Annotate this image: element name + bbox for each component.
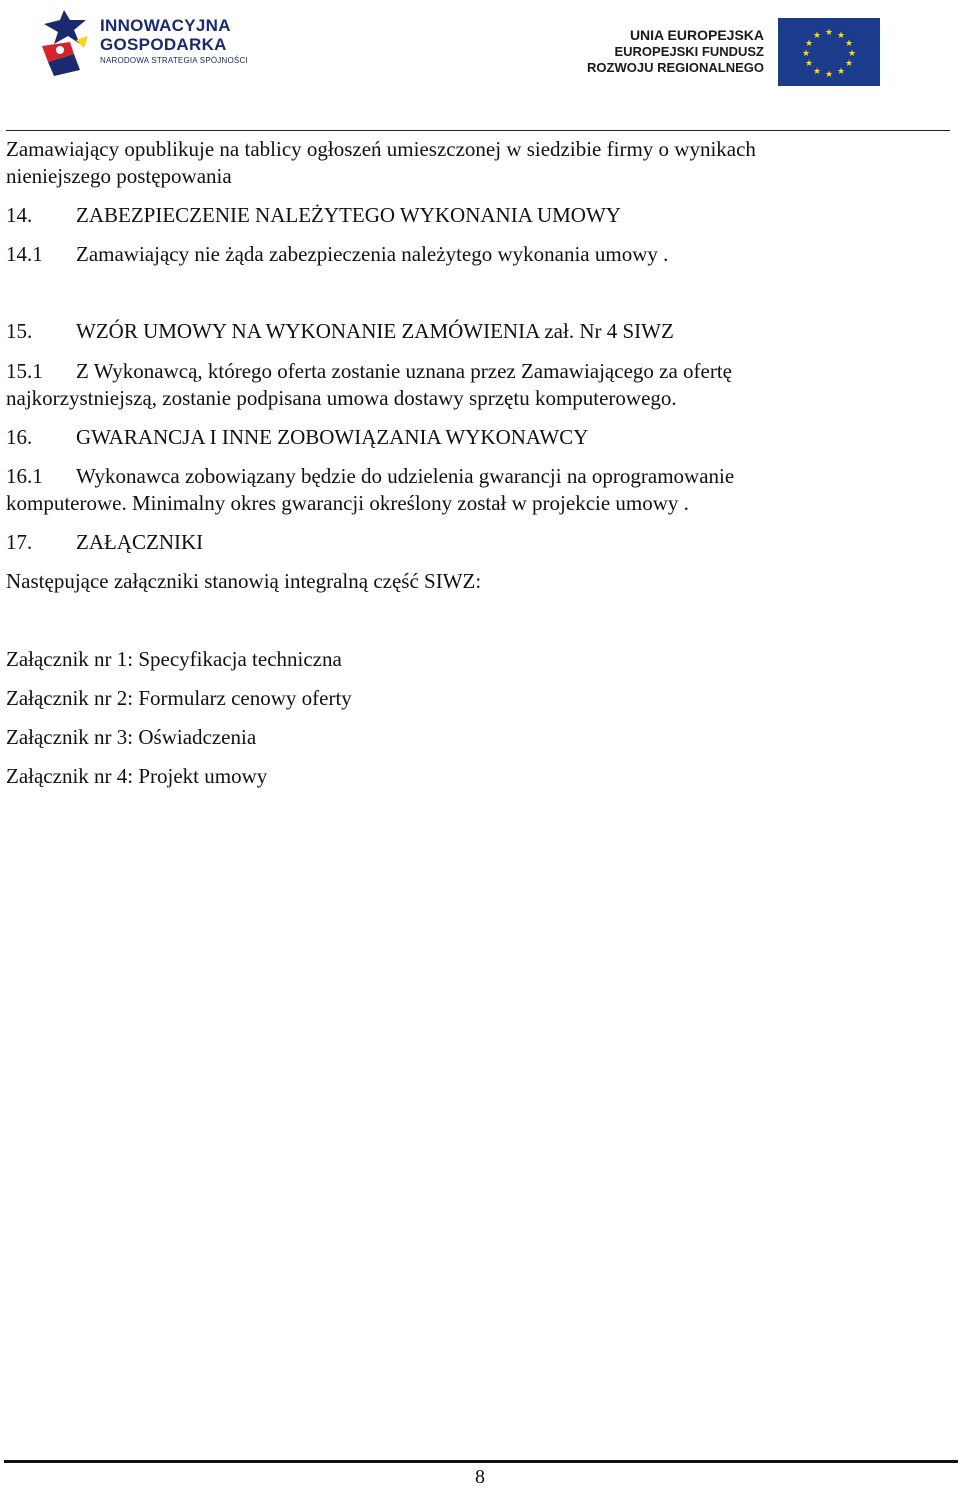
svg-text:★: ★ [847,49,857,59]
section-16-1 [6,463,734,489]
section-14-number: 14. [6,203,33,227]
attachment-item: Załącznik nr 3: Oświadczenia [6,725,257,749]
page-header [0,0,960,110]
section-15-1-text: Z Wykonawcą, którego oferta zostanie uznana przez Zamawiającego za ofertę [76,359,732,383]
svg-text:★: ★ [812,67,822,77]
eu-logo [587,18,882,88]
eu-flag-icon [778,18,880,86]
section-15-1-number: 15.1 [6,359,43,383]
footer-divider [4,1460,958,1463]
svg-text:★: ★ [844,59,854,69]
svg-text:★: ★ [804,59,814,69]
section-16-heading [6,424,588,450]
section-16-1-continuation: komputerowe. Minimalny okres gwarancji określony został w projekcie umowy . [6,491,689,515]
section-14-1 [6,241,668,267]
section-15-1-continuation: najkorzystniejszą, zostanie podpisana umowa dostawy sprzętu komputerowego. [6,386,677,410]
section-15-1 [6,358,732,384]
header-divider [6,130,950,131]
ig-logo-line2: GOSPODARKA [100,35,227,54]
section-14-1-text: Zamawiający nie żąda zabezpieczenia należytego wykonania umowy . [76,242,669,266]
eu-logo-line3: ROZWOJU REGIONALNEGO [587,60,764,75]
section-14-title: ZABEZPIECZENIE NALEŻYTEGO WYKONANIA UMOWY [76,203,621,227]
section-16-title: GWARANCJA I INNE ZOBOWIĄZANIA WYKONAWCY [76,425,589,449]
innowacyjna-gospodarka-logo [40,4,270,76]
section-16-1-number: 16.1 [6,464,43,488]
svg-text:★: ★ [812,31,822,41]
section-17-title: ZAŁĄCZNIKI [76,530,204,554]
svg-text:★: ★ [836,67,846,77]
section-17-heading [6,529,203,555]
attachment-item: Załącznik nr 1: Specyfikacja techniczna [6,647,342,671]
eu-logo-line1: UNIA EUROPEJSKA [629,27,764,43]
svg-text:★: ★ [804,39,814,49]
intro-paragraph-line2: nieniejszego postępowania [6,164,232,188]
eu-logo-line2: EUROPEJSKI FUNDUSZ [614,44,764,59]
svg-text:★: ★ [844,39,854,49]
svg-text:★: ★ [824,28,834,38]
section-14-1-number: 14.1 [6,242,43,266]
section-15-number: 15. [6,319,33,343]
section-17-number: 17. [6,530,33,554]
section-15-heading [6,318,674,344]
ig-flag-icon [40,4,98,76]
intro-paragraph-line1: Zamawiający opublikuje na tablicy ogłoszeń umieszczonej w siedzibie firmy o wynikach [6,137,756,161]
page-number: 8 [475,1466,485,1488]
svg-text:★: ★ [801,49,811,59]
attachment-item: Załącznik nr 4: Projekt umowy [6,764,268,788]
ig-logo-line3: NARODOWA STRATEGIA SPÓJNOŚCI [100,56,248,65]
ig-logo-line1: INNOWACYJNA [100,16,231,35]
svg-text:★: ★ [836,31,846,41]
svg-text:★: ★ [824,70,834,80]
section-16-1-text: Wykonawca zobowiązany będzie do udzielenia gwarancji na oprogramowanie [76,464,735,488]
attachment-item: Załącznik nr 2: Formularz cenowy oferty [6,686,352,710]
section-14-heading [6,202,621,228]
section-16-number: 16. [6,425,33,449]
section-15-title: WZÓR UMOWY NA WYKONANIE ZAMÓWIENIA zał. Nr 4 SIWZ [76,319,674,343]
section-17-intro: Następujące załączniki stanowią integralną część SIWZ: [6,569,482,593]
